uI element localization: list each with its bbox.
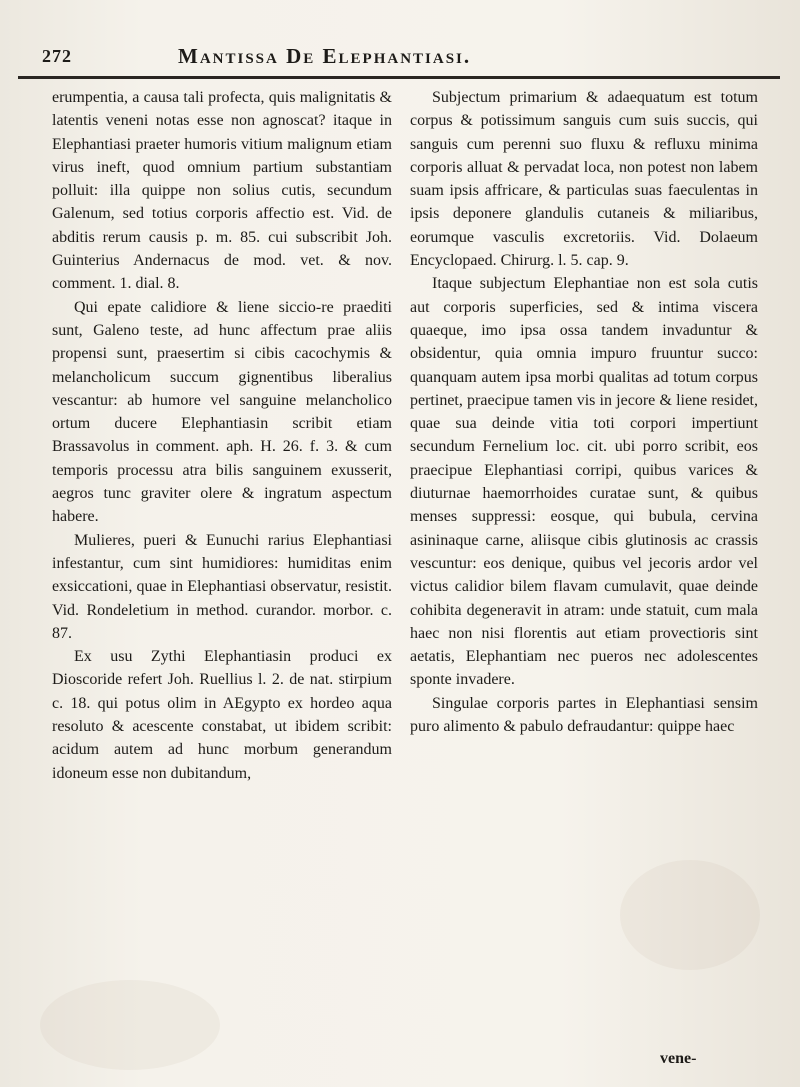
paragraph: Itaque subjectum Elephantiae non est sola cutis aut corporis superficies, sed & intima viscera quaeque, imo ipsa ossa tandem invaduntur & obsidentur, quia omnia impuro fruuntur succo: quanquam autem ipsa morbi qualitas ad totum corpus pertinet, praecipue tamen vis in jecore & liene residet, quae sua deinde vitia toti corpori impertiunt secundum Fernelium loc. cit. ubi porro scribit, eos praecipue Elephantiasi corripi, quibus varices & diuturnae haemorrhoides curatae sunt, & quibus menses suppressi: eosque, qui bubula, cervina asininaque carne, aliisque cibis glutinosis ac crassis vescuntur: eos denique, quibus vel jecoris ardor vel victus calidior bilem flavam cumulavit, quae deinde cohibita degeneravit in atram: unde statuit, cum mala haec non nisi florentis aut etiam provectioris sint aetatis, Elephantiam nec pueros nec adolescentes sponte invadere. [410,275,758,689]
page-header [30,36,780,76]
header-rule [18,76,780,79]
paper-stain [40,980,220,1070]
running-title: Mantissa De Elephantiasi. [178,44,472,68]
page-number: 272 [42,46,72,66]
paragraph: Mulieres, pueri & Eunuchi rarius Elephantiasi infestantur, cum sint humidiores: humiditas enim exsiccationi, quae in Elephantiasi observatur, resistit. Vid. Rondeletium in method. curandor. morbor. c. 87. [52,531,392,642]
paragraph: Qui epate calidiore & liene siccio-re praediti sunt, Galeno teste, ad hunc affectum prae aliis propensi sunt, praesertim si cibis cacochymis & melancholicum succum gignentibus liberalius vescantur: ab humore vel sanguine melancholico ortum ducere Elephantiasin scribit etiam Brassavolus in comment. aph. H. 26. f. 3. & cum temporis processu atra bilis sanguinem exusserit, aegros tunc graviter olere & ingratum aspectum habere. [52,298,392,526]
paper-stain [620,860,760,970]
paragraph: erumpentia, a causa tali profecta, quis malignitatis & latentis veneni notas esse non agnoscat? itaque in Elephantiasi praeter humoris vitium malignum etiam virus ineft, quod omnium partium substantiam polluit: illa quippe non solius cutis, secundum Galenum, sed totius corporis affectio est. Vid. de abditis rerum causis p. m. 85. cui subscribit Joh. Guinterius Andernacus de mod. vet. & nov. comment. 1. dial. 8. [52,89,392,293]
left-column [52,86,392,785]
right-column [410,86,758,738]
paragraph: Singulae corporis partes in Elephantiasi sensim puro alimento & pabulo defraudantur: quippe haec [410,694,758,736]
paragraph: Subjectum primarium & adaequatum est totum corpus & potissimum sanguis cum suis succis, qui sanguis cum perenni suo fluxu & refluxu minima corporis alluat & pervadat loca, non potest non labem suam ipsis affricare, & particulas suas faeculentas in ipsis deponere glandulis cutaneis & miliaribus, eorumque vasculis excretoriis. Vid. Dolaeum Encyclopaed. Chirurg. l. 5. cap. 9. [410,89,758,270]
paragraph: Ex usu Zythi Elephantiasin produci ex Dioscoride refert Joh. Ruellius l. 2. de nat. stirpium c. 18. qui potus olim in AEgypto ex hordeo aqua resoluto & acescente constabat, ut ibidem scribit: acidum autem ad hunc morbum generandum idoneum esse non dubitandum, [52,648,392,782]
catchword: vene- [660,1050,697,1067]
